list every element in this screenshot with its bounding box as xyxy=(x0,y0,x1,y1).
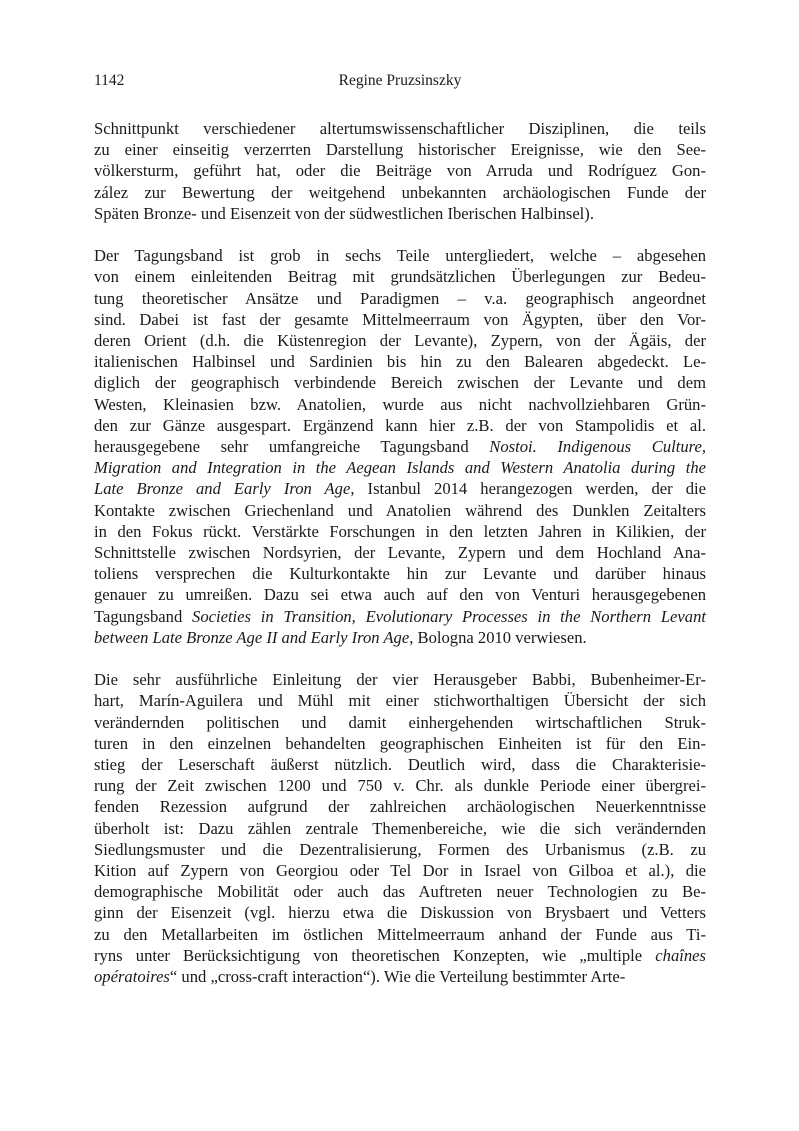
text-run: Der Tagungsband ist grob in sechs Teile untergliedert, welche – abgesehen xyxy=(94,246,706,266)
text-line xyxy=(94,330,706,351)
text-line xyxy=(94,457,706,478)
text-run: turen in den einzelnen behandelten geographischen Einheiten ist für den Ein- xyxy=(94,733,706,753)
text-run: deren Orient (d.h. die Küstenregion der Levante), Zypern, von der Ägäis, der xyxy=(94,331,706,351)
body-text xyxy=(94,118,706,1008)
text-line xyxy=(94,309,706,330)
text-line xyxy=(94,945,706,966)
text-line xyxy=(94,606,706,627)
paragraph xyxy=(94,669,706,987)
text-line xyxy=(94,521,706,542)
text-run: in den Fokus rückt. Verstärkte Forschungen in den letzten Jahren in Kilikien, der xyxy=(94,521,706,541)
text-run: genauer zu umreißen. Dazu sei etwa auch auf den von Venturi herausgegebenen xyxy=(94,585,706,605)
text-run: “ und „cross-craft interaction“). Wie die Verteilung bestimmter Arte- xyxy=(169,967,626,987)
text-run: Späten Bronze- und Eisenzeit von der südwestlichen Iberischen Halbinsel). xyxy=(94,203,594,223)
text-line xyxy=(94,669,706,690)
text-run: überholt ist: Dazu zählen zentrale Themenbereiche, wie die sich verändernden xyxy=(94,818,706,838)
italic-text: Late Bronze and Early Iron Age xyxy=(94,479,351,499)
text-run: völkersturm, geführt hat, oder die Beiträge von Arruda und Rodríguez Gon- xyxy=(94,161,706,181)
page-number: 1142 xyxy=(94,72,125,89)
text-line xyxy=(94,160,706,181)
text-line xyxy=(94,266,706,287)
text-line xyxy=(94,118,706,139)
text-line xyxy=(94,754,706,775)
text-line xyxy=(94,415,706,436)
text-run: Die sehr ausführliche Einleitung der vier Herausgeber Babbi, Bubenheimer-Er- xyxy=(94,670,706,690)
italic-text: Nostoi. Indigenous Culture, xyxy=(489,437,707,457)
page-header xyxy=(94,72,706,94)
text-run: Tagungsband xyxy=(94,606,193,626)
text-line xyxy=(94,902,706,923)
text-run: ryns unter Berücksichtigung von theoretischen Konzepten, wie „multiple xyxy=(94,945,656,965)
text-run: Westen, Kleinasien bzw. Anatolien, wurde aus nicht nachvollziehbaren Grün- xyxy=(94,394,706,414)
text-line xyxy=(94,245,706,266)
text-line xyxy=(94,881,706,902)
text-run: verändernden politischen und damit einhergehenden wirtschaftlichen Struk- xyxy=(94,712,706,732)
text-line xyxy=(94,712,706,733)
text-line xyxy=(94,394,706,415)
text-run: zu den Metallarbeiten im östlichen Mittelmeerraum anhand der Funde aus Ti- xyxy=(94,924,706,944)
text-line xyxy=(94,478,706,499)
text-line xyxy=(94,542,706,563)
text-line xyxy=(94,203,706,224)
text-line xyxy=(94,966,706,987)
text-line xyxy=(94,690,706,711)
text-run: den zur Gänze ausgespart. Ergänzend kann hier z.B. der von Stampolidis et al. xyxy=(94,415,706,435)
text-run: , Bologna 2010 verwiesen. xyxy=(409,627,587,647)
text-line xyxy=(94,288,706,309)
text-run: zález zur Bewertung der weitgehend unbekannten archäologischen Funde der xyxy=(94,182,706,202)
italic-text: opératoires xyxy=(94,967,170,987)
text-run: rung der Zeit zwischen 1200 und 750 v. Chr. als dunkle Periode einer übergrei- xyxy=(94,776,706,796)
paragraph xyxy=(94,245,706,648)
text-run: fenden Rezession aufgrund der zahlreichen archäologischen Neuerkenntnisse xyxy=(94,797,706,817)
text-line xyxy=(94,351,706,372)
text-line xyxy=(94,839,706,860)
text-run: herausgegebene sehr umfangreiche Tagungsband xyxy=(94,437,490,457)
running-head-author: Regine Pruzsinszky xyxy=(338,72,462,89)
text-run: Kontakte zwischen Griechenland und Anatolien während des Dunklen Zeitalters xyxy=(94,500,706,520)
text-run: diglich der geographisch verbindende Bereich zwischen der Levante und dem xyxy=(94,373,706,393)
text-run: ginn der Eisenzeit (vgl. hierzu etwa die Diskussion von Brysbaert und Vetters xyxy=(94,903,706,923)
text-run: von einem einleitenden Beitrag mit grundsätzlichen Überlegungen zur Bedeu- xyxy=(94,267,706,287)
text-line xyxy=(94,733,706,754)
text-line xyxy=(94,818,706,839)
text-line xyxy=(94,563,706,584)
text-run: stieg der Leserschaft äußerst nützlich. Deutlich wird, dass die Charakterisie- xyxy=(94,755,706,775)
text-run: demographische Mobilität oder auch das Auftreten neuer Technologien zu Be- xyxy=(94,882,706,902)
text-line xyxy=(94,372,706,393)
text-run: , Istanbul 2014 herangezogen werden, der die xyxy=(350,479,706,499)
text-run: Schnittpunkt verschiedener altertumswissenschaftlicher Disziplinen, die teils xyxy=(94,119,706,138)
text-line xyxy=(94,924,706,945)
italic-text: chaînes xyxy=(655,945,706,965)
text-line xyxy=(94,627,706,648)
text-run: italienischen Halbinsel und Sardinien bis hin zu den Balearen abgedeckt. Le- xyxy=(94,352,706,372)
text-line xyxy=(94,584,706,605)
text-run: sind. Dabei ist fast der gesamte Mittelmeerraum von Ägypten, über den Vor- xyxy=(94,309,706,329)
text-line xyxy=(94,796,706,817)
text-line xyxy=(94,436,706,457)
text-run: Kition auf Zypern von Georgiou oder Tel Dor in Israel von Gilboa et al.), die xyxy=(94,861,706,881)
text-line xyxy=(94,139,706,160)
text-line xyxy=(94,182,706,203)
text-run: hart, Marín-Aguilera und Mühl mit einer stichworthaltigen Übersicht der sich xyxy=(94,691,706,711)
text-line xyxy=(94,500,706,521)
text-run: Siedlungsmuster und die Dezentralisierung, Formen des Urbanismus (z.B. zu xyxy=(94,839,706,859)
text-line xyxy=(94,775,706,796)
text-run: toliens versprechen die Kulturkontakte hin zur Levante und darüber hinaus xyxy=(94,564,706,584)
italic-text: Migration and Integration in the Aegean Islands and Western Anatolia during the xyxy=(94,458,706,478)
text-line xyxy=(94,860,706,881)
text-run: tung theoretischer Ansätze und Paradigmen – v.a. geographisch angeordnet xyxy=(94,288,706,308)
paragraph xyxy=(94,118,706,224)
text-run: zu einer einseitig verzerrten Darstellung historischer Ereignisse, wie den See- xyxy=(94,140,706,160)
italic-text: Societies in Transition, Evolutionary Processes in the Northern Levant xyxy=(192,606,706,626)
text-run: Schnittstelle zwischen Nordsyrien, der Levante, Zypern und dem Hochland Ana- xyxy=(94,543,706,563)
italic-text: between Late Bronze Age II and Early Iron Age xyxy=(94,627,410,647)
